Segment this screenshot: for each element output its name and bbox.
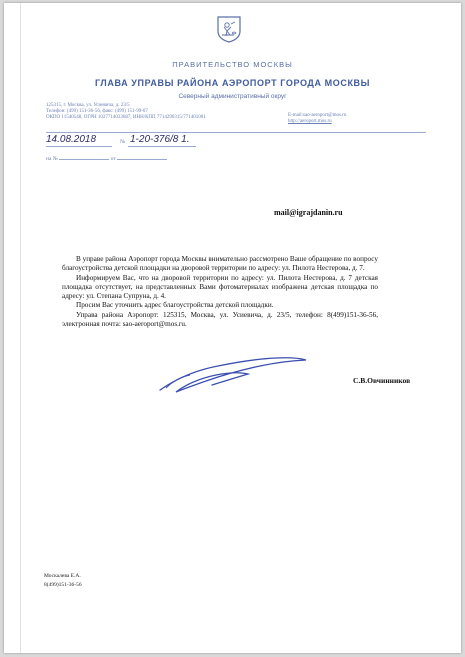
contact-block — [288, 113, 346, 125]
ref-date-blank — [117, 153, 167, 160]
registry-line: ОКПО 11540548, ОГРН 1027714033687, ИНН/КПП 7714290315/771401001 — [46, 115, 206, 121]
signer-name: С.В.Овчинников — [353, 376, 411, 385]
letter-page — [4, 3, 461, 653]
number-prefix: № — [120, 139, 126, 145]
email-line: E-mail:sao-aeroport@mos.ru — [288, 113, 347, 118]
ref-number-prefix: на № — [46, 156, 59, 162]
phone-line: Телефон: (499) 151-36-56, факс: (499) 151-99-07 — [46, 109, 148, 115]
ref-number-blank — [59, 153, 109, 160]
district-name: Северный административный округ — [178, 93, 287, 100]
registration-date: 14.08.2018 — [46, 134, 97, 145]
handwritten-signature — [156, 354, 308, 396]
address-line: 125315, г. Москва, ул. Усиевича, д. 23/5 — [46, 103, 130, 108]
recipient-email: mail@igrajdanin.ru — [274, 208, 343, 217]
reference-line — [46, 153, 167, 162]
letterhead-divider — [46, 132, 426, 133]
government-heading: ПРАВИТЕЛЬСТВО МОСКВЫ — [172, 60, 293, 69]
site-link[interactable]: http://aeroport.mos.ru — [288, 119, 332, 125]
ref-from-prefix: от — [110, 156, 116, 162]
date-underline — [46, 146, 112, 147]
letter-body — [62, 255, 378, 329]
executor-name: Москалева Е.А. — [44, 573, 81, 579]
body-paragraph: Управа района Аэропорт: 125315, Москва, ул. Усиевича, д. 23/5, телефон: 8(499)151-36-56, электронная почта: sao-aeroport@mos.ru. — [62, 310, 378, 329]
executor-phone: 8(499)151-36-56 — [44, 581, 82, 588]
executor-block — [44, 572, 82, 589]
moscow-coat-of-arms-icon — [216, 15, 242, 43]
page-margin-line — [20, 3, 21, 653]
registration-number: 1-20-376/8 1. — [130, 134, 190, 145]
body-paragraph: Информируем Вас, что на дворовой территории по адресу: ул. Пилота Нестерова, д. 7 детская площадка отсутствует, на представленных Вами фотоматериалах изображена детская площадка по адресу: ул. Степана Супруна, д. 4. — [62, 273, 378, 301]
body-paragraph: Просим Вас уточнить адрес благоустройства детской площадки. — [76, 301, 274, 310]
address-block — [46, 103, 206, 122]
office-title: ГЛАВА УПРАВЫ РАЙОНА АЭРОПОРТ ГОРОДА МОСКВЫ — [94, 78, 371, 88]
body-paragraph: В управе района Аэропорт города Москвы внимательно рассмотрено Ваше обращение по вопросу благоустройства детской площадки на дворовой территории по адресу: ул. Пилота Нестерова, д. 7. — [62, 255, 378, 273]
number-underline — [128, 146, 196, 147]
